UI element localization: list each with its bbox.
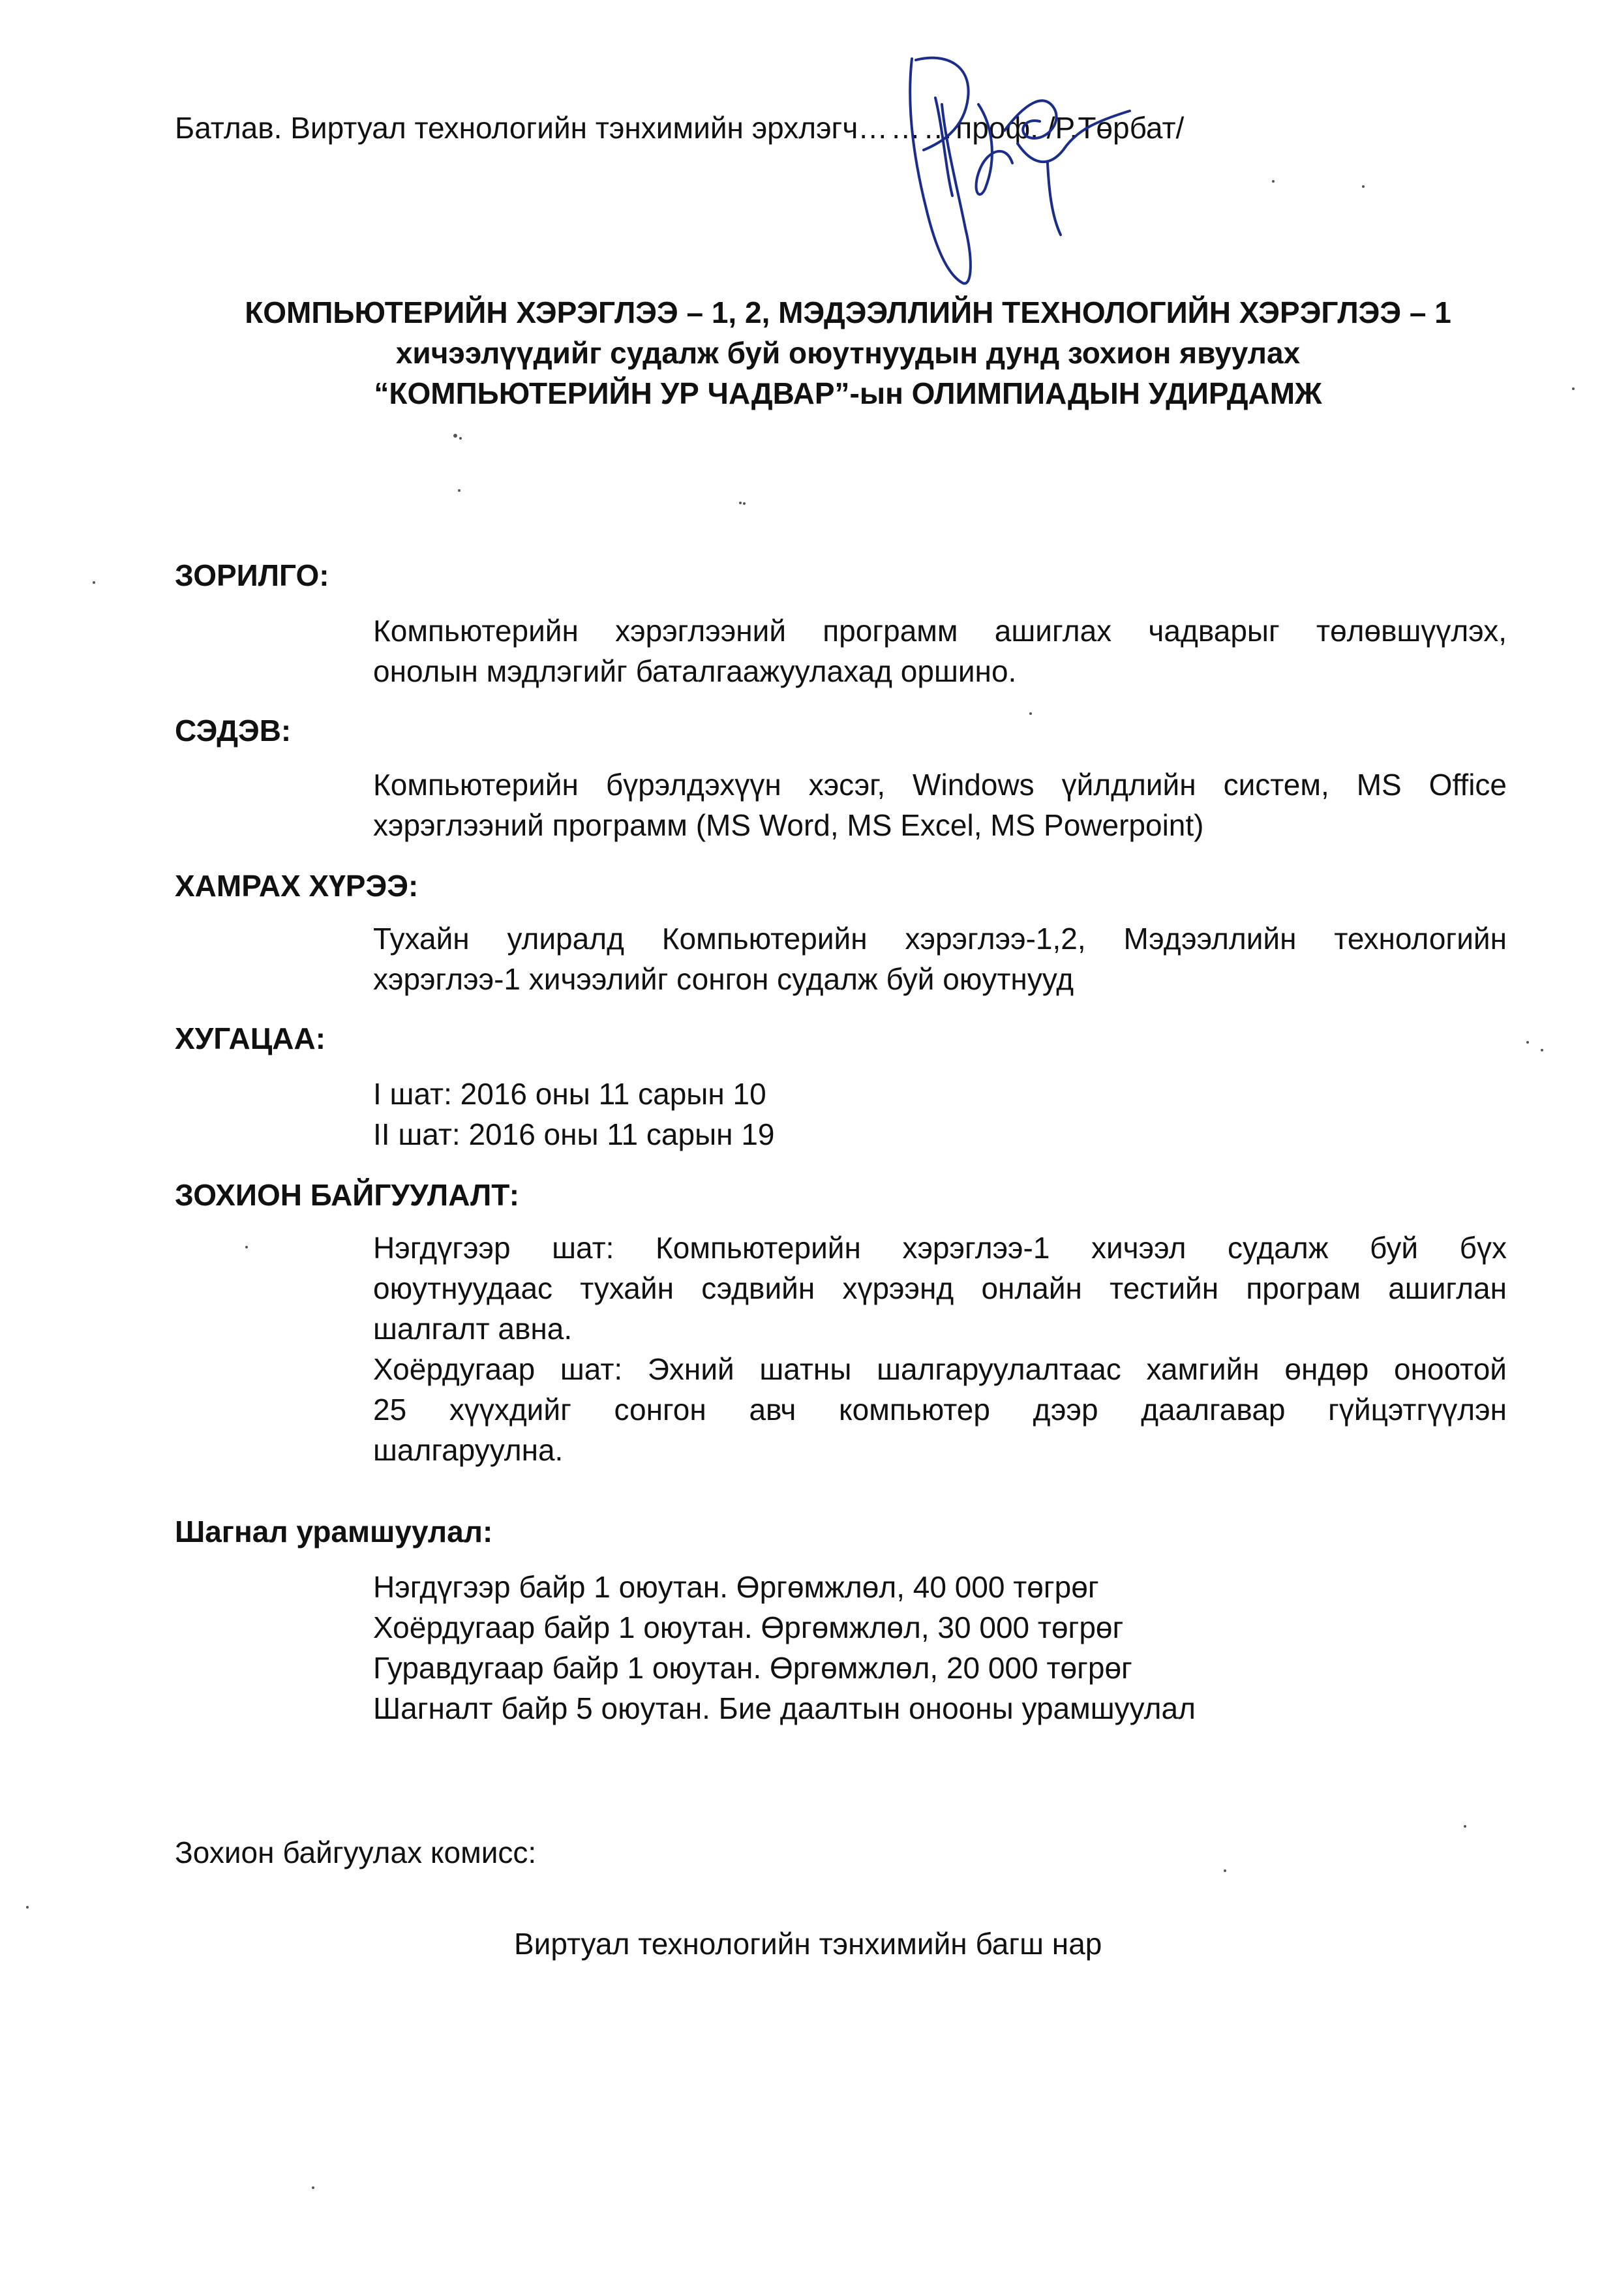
committee-members: Виртуал технологийн тэнхимийн багш нар	[514, 1927, 1102, 1961]
topic-line-2: хэрэглээний программ (MS Word, MS Excel, MS Powerpoint)	[373, 808, 1204, 842]
title-line-3: “КОМПЬЮТЕРИЙН УР ЧАДВАР”-ын ОЛИМПИАДЫН УДИРДАМЖ	[374, 376, 1322, 410]
organization-line-1: Нэгдүгээр шат: Компьютерийн хэрэглээ-1 хичээл судалж буй бүх	[373, 1231, 1507, 1265]
scope-heading: ХАМРАХ ХҮРЭЭ:	[175, 869, 419, 903]
title-line-1: КОМПЬЮТЕРИЙН ХЭРЭГЛЭЭ – 1, 2, МЭДЭЭЛЛИЙН ТЕХНОЛОГИЙН ХЭРЭГЛЭЭ – 1	[245, 295, 1451, 329]
organization-line-2: оюутнуудаас тухайн сэдвийн хүрээнд онлайн тестийн програм ашиглан	[373, 1271, 1507, 1305]
award-honorable-mention: Шагналт байр 5 оюутан. Бие даалтын онооны урамшуулал	[373, 1691, 1196, 1725]
awards-heading: Шагнал урамшуулал:	[175, 1515, 493, 1548]
goal-paragraph	[373, 611, 1507, 691]
organization-line-6: шалгаруулна.	[373, 1433, 564, 1467]
scope-paragraph	[373, 918, 1507, 999]
schedule-heading: ХУГАЦАА:	[175, 1021, 326, 1055]
topic-line-1: Компьютерийн бүрэлдэхүүн хэсэг, Windows үйлдлийн систем, MS Office	[373, 768, 1507, 802]
schedule-line-1: I шат: 2016 оны 11 сарын 10	[373, 1077, 766, 1111]
organization-line-5: 25 хүүхдийг сонгон авч компьютер дээр даалгавар гүйцэтгүүлэн	[373, 1393, 1507, 1427]
goal-line-2: онолын мэдлэгийг баталгаажуулахад оршино.	[373, 654, 1017, 688]
approval-signatory: проф. /Р.Төрбат/	[956, 111, 1185, 145]
award-second-place: Хоёрдугаар байр 1 оюутан. Өргөмжлөл, 30 000 төгрөг	[373, 1610, 1124, 1644]
organization-paragraph	[373, 1228, 1507, 1470]
organization-line-3: шалгалт авна.	[373, 1312, 573, 1346]
approval-dots: ………	[858, 111, 956, 145]
organization-line-4: Хоёрдугаар шат: Эхний шатны шалгаруулалтаас хамгийн өндөр оноотой	[373, 1352, 1507, 1386]
handwritten-signature-icon	[900, 46, 1135, 294]
topic-heading: СЭДЭВ:	[175, 714, 292, 748]
award-third-place: Гуравдугаар байр 1 оюутан. Өргөмжлөл, 20 000 төгрөг	[373, 1651, 1132, 1685]
awards-list	[373, 1567, 1507, 1729]
topic-paragraph	[373, 764, 1507, 845]
scope-line-1: Тухайн улиралд Компьютерийн хэрэглээ-1,2, Мэдээллийн технологийн	[373, 922, 1507, 956]
scope-line-2: хэрэглээ-1 хичээлийг сонгон судалж буй оюутнууд	[373, 962, 1074, 996]
schedule-paragraph	[373, 1074, 1507, 1155]
approval-prefix: Батлав. Виртуал технологийн тэнхимийн эрхлэгч	[175, 111, 858, 145]
schedule-line-2: II шат: 2016 оны 11 сарын 19	[373, 1117, 775, 1151]
committee-label: Зохион байгуулах комисс:	[175, 1835, 537, 1869]
goal-heading: ЗОРИЛГО:	[175, 558, 329, 592]
organization-heading: ЗОХИОН БАЙГУУЛАЛТ:	[175, 1178, 520, 1212]
document-title	[130, 292, 1565, 414]
title-line-2: хичээлүүдийг судалж буй оюутнуудын дунд зохион явуулах	[395, 336, 1301, 370]
goal-line-1: Компьютерийн хэрэглээний программ ашиглах чадварыг төлөвшүүлэх,	[373, 614, 1507, 648]
award-first-place: Нэгдүгээр байр 1 оюутан. Өргөмжлөл, 40 000 төгрөг	[373, 1570, 1099, 1604]
